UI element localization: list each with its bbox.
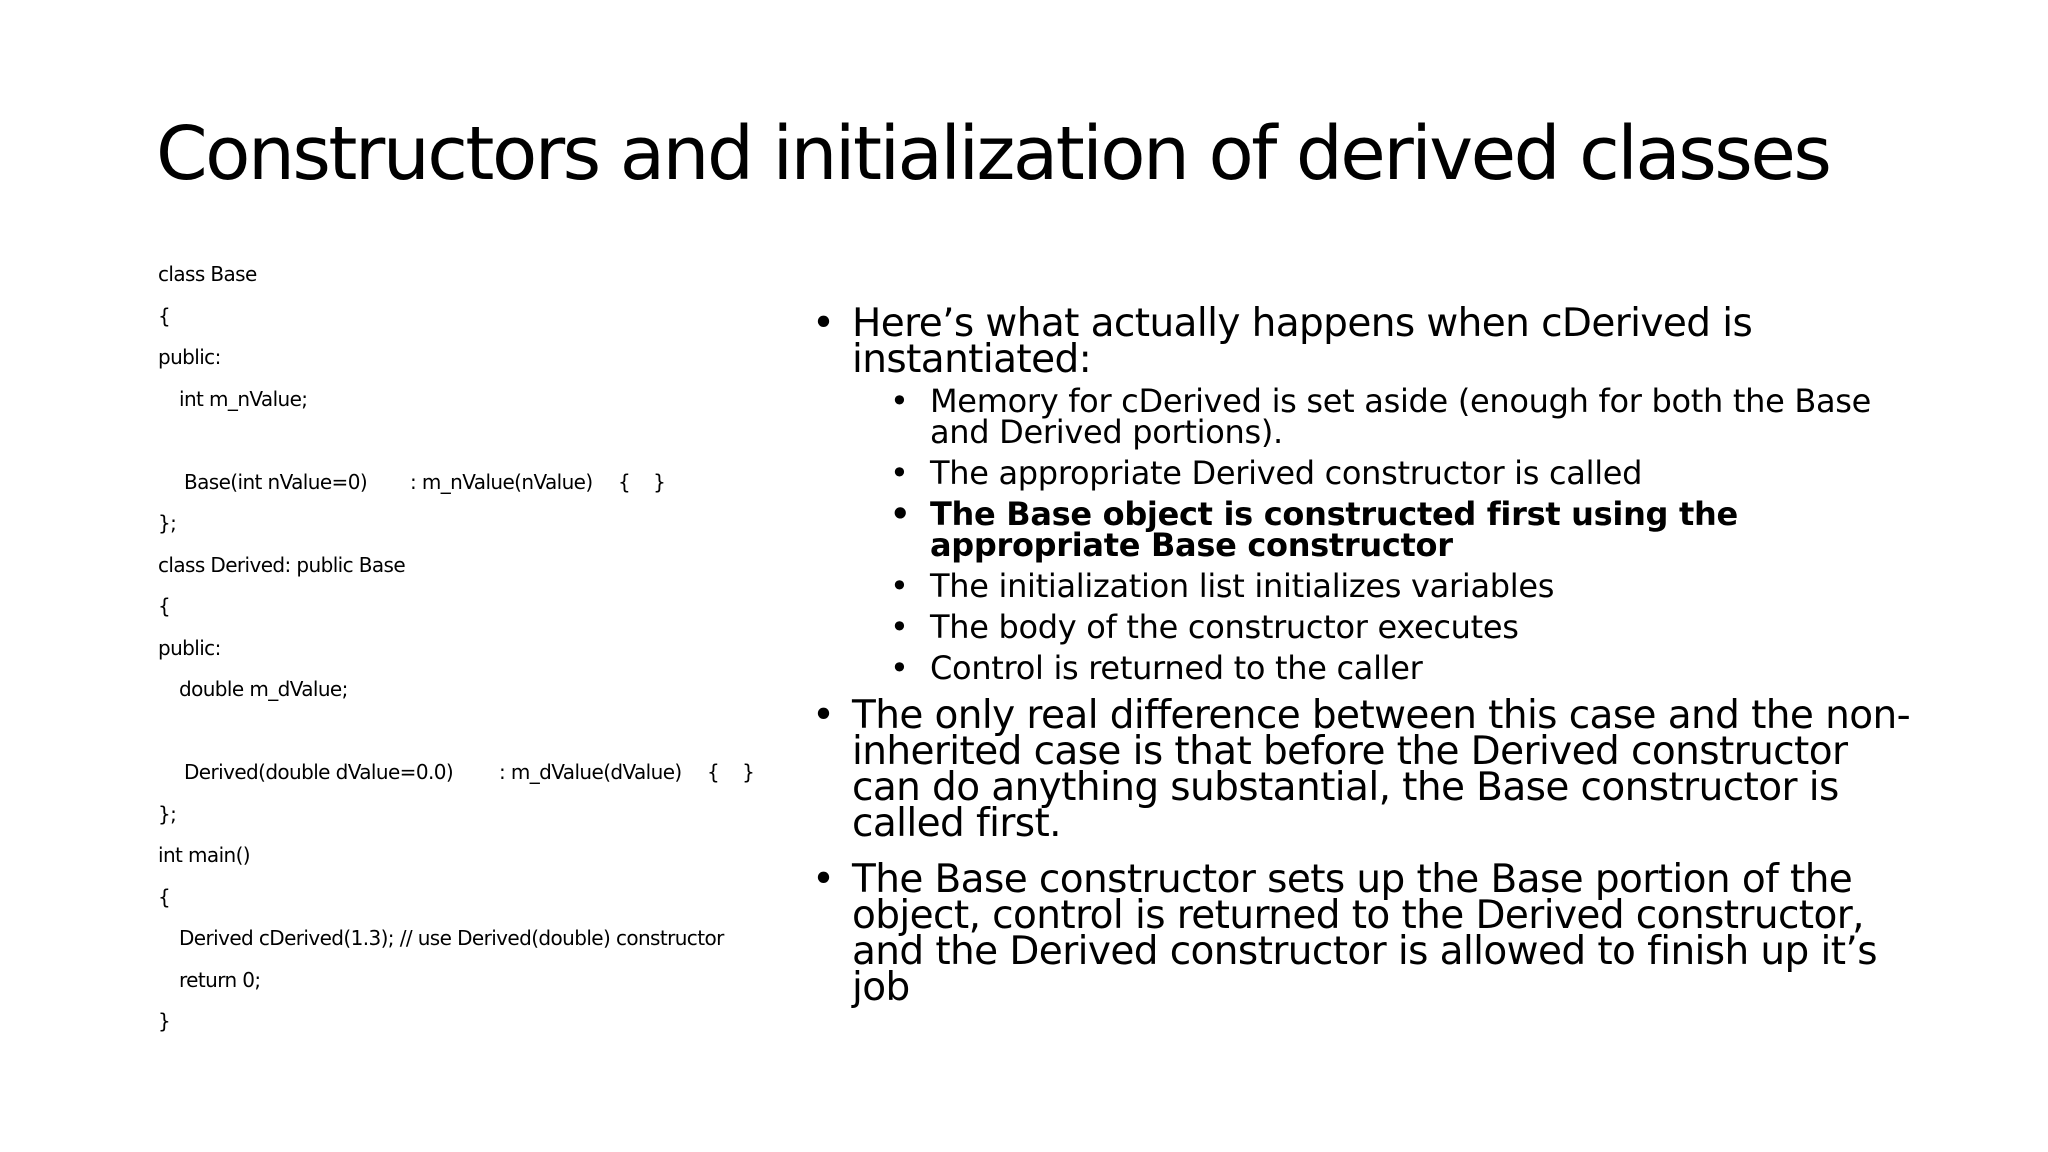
code-line: { [158, 594, 171, 618]
sub-bullet-text: The appropriate Derived constructor is called [930, 454, 1643, 492]
code-line: double m_dValue; [179, 677, 348, 701]
code-line: }; [158, 801, 177, 826]
sub-bullet-item [800, 454, 1920, 492]
bullet-icon: • [812, 693, 835, 738]
code-line: } [158, 1009, 171, 1033]
code-segment: : m_dValue(dValue) [499, 760, 682, 784]
code-segment: : m_nValue(nValue) [410, 469, 593, 494]
bullet-icon: • [890, 649, 909, 687]
code-line: public: [158, 635, 221, 660]
code-line: return 0; [179, 967, 261, 992]
code-line [158, 462, 754, 504]
bullet-item [800, 301, 1920, 382]
bullet-text: Here’s what actually happens when cDerived is instantiated: [852, 301, 1753, 382]
code-line [158, 752, 754, 794]
code-line-blank [158, 420, 754, 462]
code-line: int m_nValue; [179, 386, 308, 411]
code-segment: { } [618, 469, 666, 494]
code-line: class Derived: public Base [158, 552, 406, 577]
sub-bullet-item [800, 608, 1920, 646]
sub-bullet-text: Control is returned to the caller [930, 649, 1423, 687]
bullet-icon: • [812, 301, 835, 346]
bullet-item [800, 857, 1920, 1010]
code-segment: { } [707, 760, 755, 784]
code-line: { [158, 884, 171, 909]
sub-bullet-item [800, 567, 1920, 605]
bullet-icon: • [890, 495, 911, 533]
bullet-icon: • [890, 567, 909, 605]
code-line: { [158, 303, 171, 328]
bullet-list [800, 301, 1920, 1026]
code-line: public: [158, 345, 221, 369]
bullet-icon: • [890, 608, 909, 646]
sub-bullet-text: The Base object is constructed first using the appropriate Base constructor [930, 495, 1738, 564]
bullet-text: The Base constructor sets up the Base portion of the object, control is returned to the Derived constructor, and the Derived constructor is allowed to finish up it’s job [852, 857, 1877, 1010]
code-line: class Base [158, 262, 257, 286]
sub-bullet-text: Memory for cDerived is set aside (enough for both the Base and Derived portions). [930, 382, 1872, 451]
code-line-blank [158, 711, 754, 753]
bullet-icon: • [812, 857, 835, 902]
bullet-text: The only real difference between this case and the non-inherited case is that before the Derived constructor can do anything substantial, the Base constructor is called first. [852, 693, 1911, 846]
code-segment: Base(int nValue=0) [184, 469, 368, 494]
sub-bullet-item [800, 382, 1920, 451]
slide-title: Constructors and initialization of derived classes [156, 111, 1830, 197]
code-line: }; [158, 511, 177, 535]
bullet-icon: • [890, 382, 909, 420]
sub-bullet-text: The initialization list initializes variables [930, 567, 1555, 605]
code-segment: Derived(double dValue=0.0) [184, 760, 454, 784]
bullet-icon: • [890, 454, 909, 492]
code-block [158, 254, 754, 1043]
sub-bullet-item [800, 495, 1920, 564]
sub-bullet-text: The body of the constructor executes [930, 608, 1519, 646]
sub-bullet-item [800, 649, 1920, 687]
code-line: Derived cDerived(1.3); // use Derived(double) constructor [179, 926, 724, 950]
sub-bullet-list [800, 382, 1920, 687]
bullet-item [800, 693, 1920, 846]
code-line: int main() [158, 843, 251, 867]
